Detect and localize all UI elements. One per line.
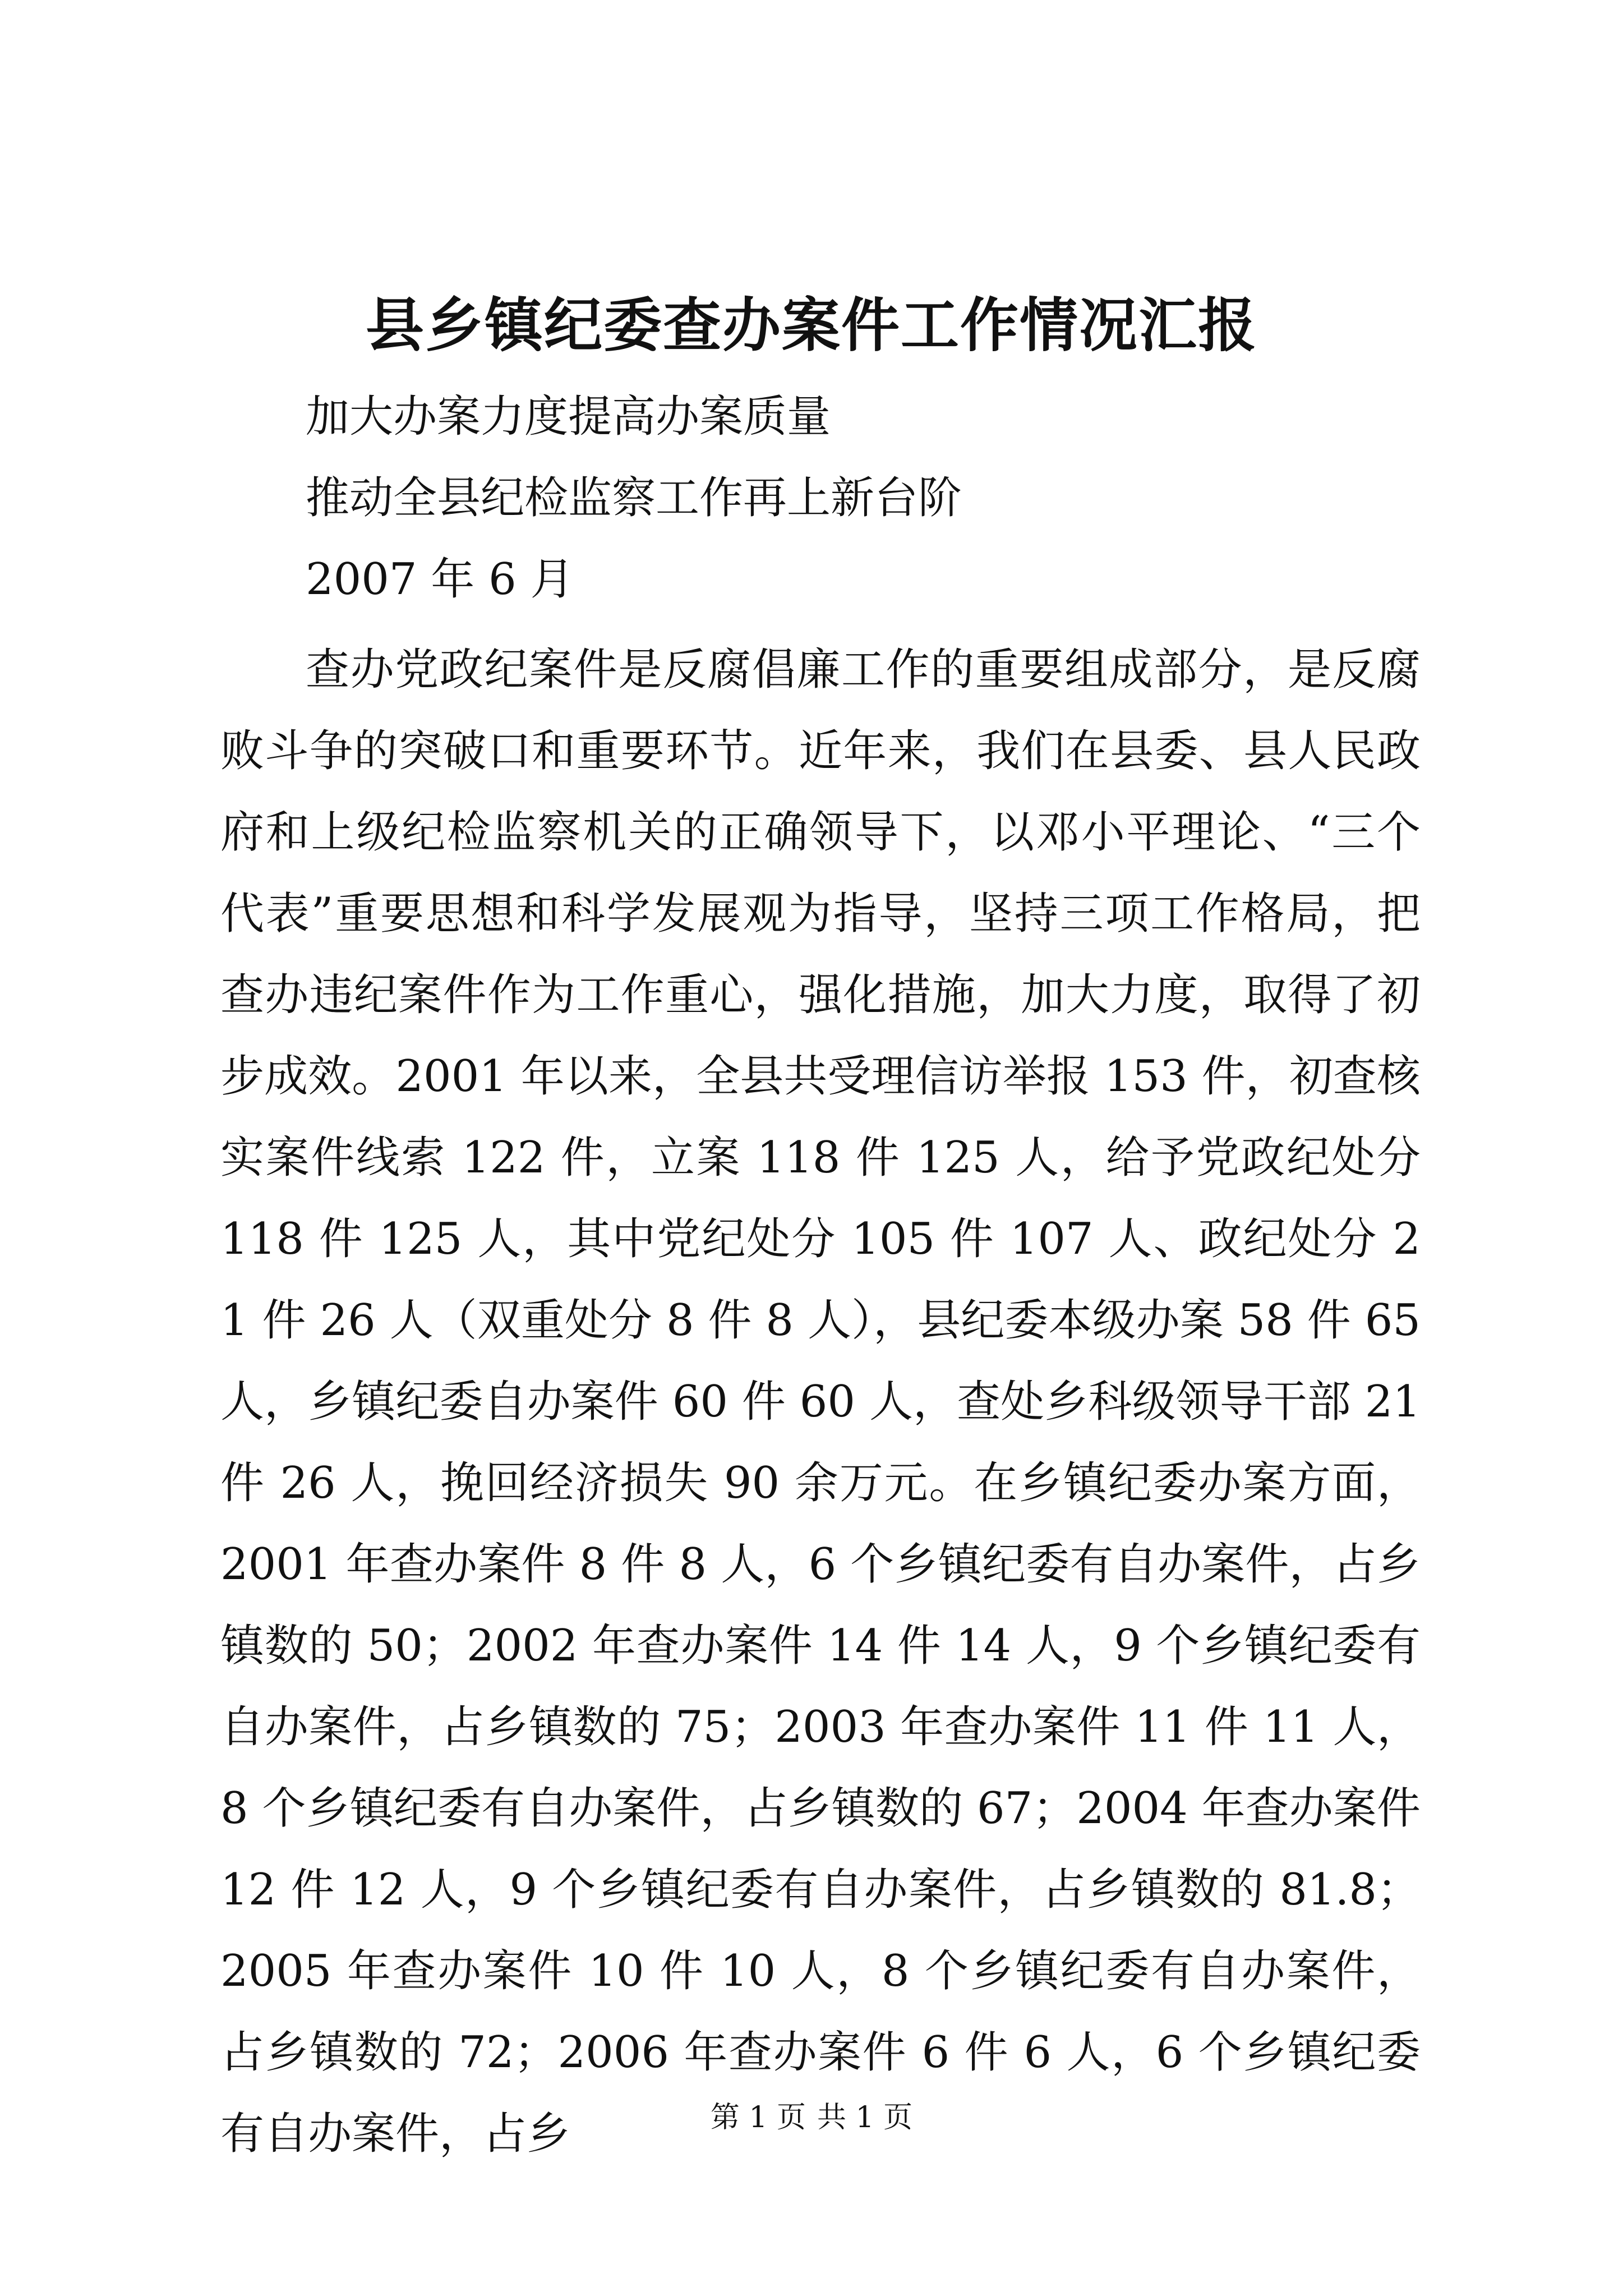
body-paragraph: 查办党政纪案件是反腐倡廉工作的重要组成部分，是反腐败斗争的突破口和重要环节。近年来，我们在县委、县人民政府和上级纪检监察机关的正确领导下，以邓小平理论、“三个代表”重要思想和科学发展观为指导，坚持三项工作格局，把查办违纪案件作为工作重心，强化措施，加大力度，取得了初步成效。2001 年以来，全县共受理信访举报 153 件，初查核实案件线索 122 件，立案 118 件 125 人，给予党政纪处分 118 件 125 人，其中党纪处分 105 件 107 人、政纪处分 21 件 26 人（双重处分 8 件 8 人），县纪委本级办案 58 件 65 人，乡镇纪委自办案件 60 件 60 人，查处乡科级领导干部 21 件 26 人，挽回经济损失 90 余万元。在乡镇纪委办案方面，2001 年查办案件 8 件 8 人，6 个乡镇纪委有自办案件，占乡镇数的 50；2002 年查办案件 14 件 14 人，9 个乡镇纪委有自办案件，占乡镇数的 75；2003 年查办案件 11 件 11 人，8 个乡镇纪委有自办案件，占乡镇数的 67；2004 年查办案件 12 件 12 人，9 个乡镇纪委有自办案件，占乡镇数的 81.8；2005 年查办案件 10 件 10 人，8 个乡镇纪委有自办案件，占乡镇数的 72；2006 年查办案件 6 件 6 人，6 个乡镇纪委有自办案件，占乡 — [220, 645, 1421, 2159]
document-title: 县乡镇纪委查办案件工作情况汇报 — [365, 291, 1257, 360]
page-total: 共 1 页 — [817, 2101, 913, 2134]
subtitle-line-2: 推动全县纪检监察工作再上新台阶 — [306, 473, 962, 523]
page-footer — [0, 2098, 1623, 2137]
subtitle-line-1: 加大办案力度提高办案质量 — [306, 392, 831, 442]
page-number: 第 1 页 — [710, 2101, 806, 2134]
document-date: 2007 年 6 月 — [306, 554, 574, 605]
